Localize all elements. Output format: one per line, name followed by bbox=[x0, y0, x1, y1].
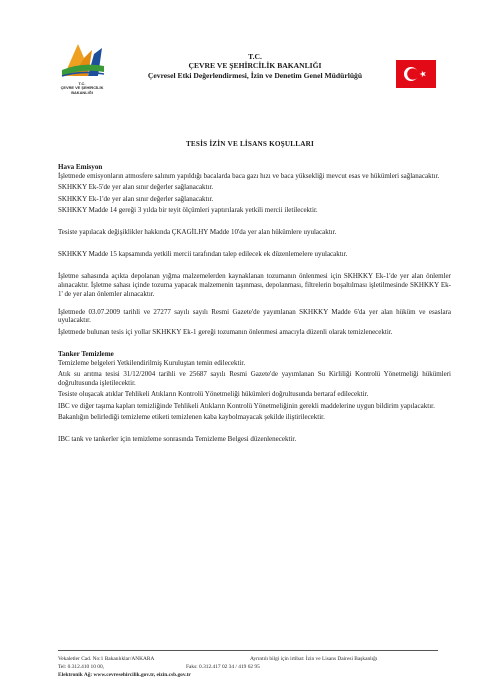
ministry-header bbox=[110, 52, 400, 80]
paragraph: İşletmede emisyonların atmosfere salınım yapıldığı bacalarda baca gazı hızı ve baca yüksekliği mevcut esas ve hükümleri sağlanacaktır. bbox=[58, 171, 440, 180]
logo-caption-line: T.C. bbox=[78, 81, 86, 86]
paragraph: Tesiste oluşacak atıklar Tehlikeli Atıkların Kontrolü Yönetmeliği hükümleri doğrultusunda bertaraf edilecektir. bbox=[58, 390, 369, 399]
paragraph: SKHKKY Ek-5'de yer alan sınır değerler sağlanacaktır. bbox=[58, 183, 214, 192]
footer-contact-info: Ayrıntılı bilgi için irtibat: İzin ve Lisans Dairesi Başkanlığı bbox=[250, 656, 378, 662]
document-title: TESİS İZİN VE LİSANS KOŞULLARI bbox=[185, 140, 315, 148]
paragraph: İşletme sahasında açıkta depolanan yığma malzemelerden kaynaklanan tozumanın önlenmesi için SKHKKY Ek-1'de yer alan önlemler alınacaktır. İşletme sahası içinde tozuma yapacak malzemenin taşınması, depolanması, filtrelerin boşaltılması işletilmesinde SKHKKY Ek-1' de yer alan önlemler alınacaktır. bbox=[58, 271, 451, 298]
paragraph: SKHKKY Madde 14 gereği 3 yılda bir teyit ölçümleri yaptırılarak yetkili mercii iletilecektir. bbox=[58, 206, 318, 215]
ministry-line-directorate: Çevresel Etki Değerlendirmesi, İzin ve Denetim Genel Müdürlüğü bbox=[147, 70, 363, 80]
turkish-flag-icon bbox=[396, 60, 436, 88]
paragraph: IBC ve diğer taşıma kapları temizliğinde Tehlikeli Atıkların Kontrolü Yönetmeliğinin gerekli maddelerine uygun bildirim yapılacaktır. bbox=[58, 401, 435, 410]
paragraph: Atık su arıtma tesisi 31/12/2004 tarihli ve 25687 sayılı Resmi Gazete'de yayımlanan Su Kirliliği Kontrolü Yönetmeliği hükümleri doğrultusunda işletilecektir. bbox=[58, 370, 451, 387]
paragraph: İşletmede bulunan tesis içi yollar SKHKKY Ek-1 gereği tozumanın önlenmesi amacıyla düzenli olarak temizlenecektir. bbox=[58, 327, 393, 336]
footer-fax: Faks: 0.312.417 02 34 / 419 62 95 bbox=[186, 664, 260, 671]
ministry-line-name: ÇEVRE VE ŞEHİRCİLİK BAKANLIĞI bbox=[188, 61, 322, 71]
paragraph: Temizleme belgeleri Yetkilendirilmiş Kuruluştan temin edilecektir. bbox=[58, 358, 246, 367]
paragraph: SKHKKY Madde 15 kapsamında yetkili mercii tarafından talep edilecek ek düzenlemelere uyulacaktır. bbox=[58, 249, 348, 258]
paragraph: Bakanlığın belirlediği temizleme etiketi temizlenen kaba kaybolmayacak şekilde iliştirilecektir. bbox=[58, 413, 325, 422]
document-body bbox=[58, 163, 451, 444]
ministry-line-tc: T.C. bbox=[248, 52, 262, 61]
paragraph: Tesiste yapılacak değişiklikler hakkında ÇKAGİLHY Madde 10'da yer alan hükümlere uyulacaktır. bbox=[58, 228, 337, 237]
logo-caption-line: ÇEVRE VE ŞEHİRCİLİK bbox=[60, 85, 104, 91]
footer-tel: Tel: 0.312.410 10 00, bbox=[58, 664, 105, 671]
footer-address: Vekaletler Cad. No:1 Bakanlıklar/ANKARA bbox=[58, 656, 155, 662]
paragraph: IBC tank ve tankerler için temizleme sonrasında Temizleme Belgesi düzenlenecektir. bbox=[58, 435, 297, 444]
logo-caption bbox=[46, 82, 118, 95]
section-heading-air-emission: Hava Emisyon bbox=[58, 163, 103, 171]
logo-caption-line: BAKANLIĞI bbox=[71, 89, 93, 95]
paragraph: İşletmede 03.07.2009 tarihli ve 27277 sayılı sayılı Resmi Gazete'de yayımlanan SKHKKY Madde 6'da yer alan hüküm ve esaslara uyulacaktır. bbox=[58, 307, 451, 325]
footer-divider bbox=[58, 650, 438, 651]
section-heading-tanker-cleaning: Tanker Temizleme bbox=[58, 349, 114, 358]
footer-web: Elektronik Ağ: www.cevresehircilik.gov.tr, eizin.csb.gov.tr bbox=[58, 672, 191, 679]
paragraph: SKHKKY Ek-1'de yer alan sınır değerler sağlanacaktır. bbox=[58, 194, 214, 203]
document-footer bbox=[58, 655, 453, 680]
